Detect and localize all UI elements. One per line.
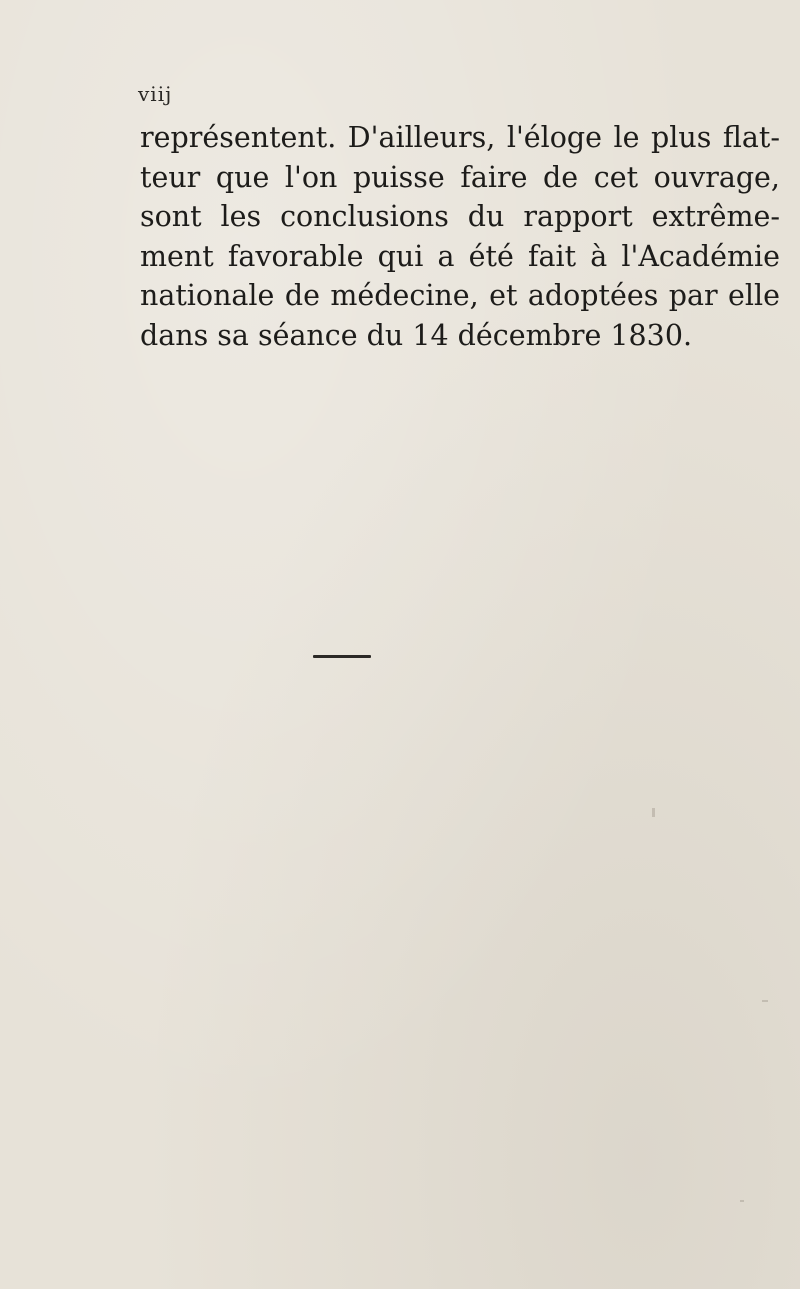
text-line: sont les conclusions du rapport extrême- [140, 200, 780, 233]
paper-speck [740, 1200, 744, 1202]
paper-speck [652, 808, 655, 817]
section-separator-rule [313, 655, 371, 658]
page-number: viij [138, 82, 173, 106]
paper-speck [762, 1000, 768, 1002]
text-line: représentent. D'ailleurs, l'éloge le plus flat- [140, 121, 780, 154]
text-line: teur que l'on puisse faire de cet ouvrage, [140, 160, 780, 194]
text-line: dans sa séance du 14 décembre 1830. [140, 318, 693, 352]
text-line: ment favorable qui a été fait à l'Académie [140, 239, 780, 273]
text-line: nationale de médecine, et adoptées par elle [140, 279, 780, 312]
body-paragraph [140, 118, 780, 355]
